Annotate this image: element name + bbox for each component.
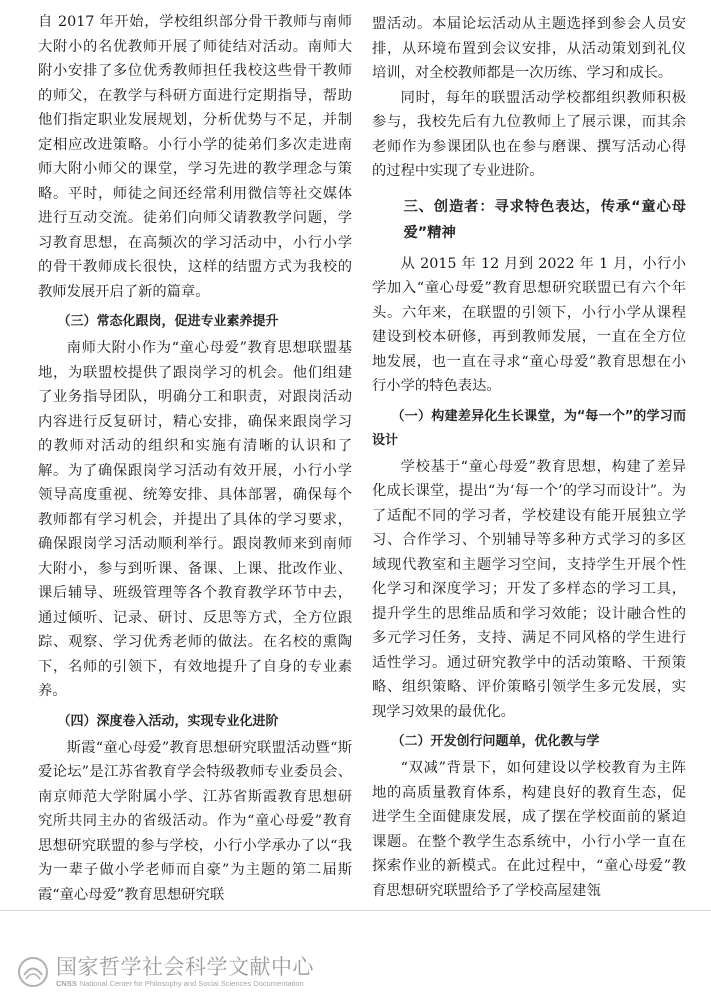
paragraph: 盟活动。本届论坛活动从主题选择到参会人员安排，从环境布置到会议安排，从活动策划到礼仪培训，对全校教师都是一次历练、学习和成长。 — [372, 16, 686, 81]
paragraph: 从 2015 年 12 月到 2022 年 1 月，小行小学加入“童心母爱”教育思想研究联盟已有六个年头。六年来，在联盟的引领下，小行小学从课程建设到校本研修，再到教师发展，一直在全方位地发展，也一直在寻求“童心母爱”教育思想在小行小学的特色表达。 — [372, 255, 686, 394]
footer-watermark — [16, 954, 314, 990]
org-name-cn: 国家哲学社会科学文献中心 — [56, 955, 314, 979]
paragraph: “双减”背景下，如何建设以学校教育为主阵地的高质量教育体系，构建良好的教育生态，促进学生全面健康发展，成了摆在学校面前的紧迫课题。在整个教学生态系统中，小行小学一直在探索作业的新模式。在此过程中，“童心母爱”教育思想研究联盟给予了学校高屋建瓴 — [372, 760, 686, 899]
footer-divider — [0, 910, 711, 911]
subsection-heading: （四）深度卷入活动，实现专业化进阶 — [57, 713, 279, 729]
subsection-heading: （一）构建差异化生长课堂，为“每一个”的学习而设计 — [372, 408, 686, 448]
org-abbr: CNSS — [56, 979, 77, 988]
subsection-heading: （二）开发创行问题单，优化教与学 — [391, 734, 600, 749]
paragraph: 学校基于“童心母爱”教育思想，构建了差异化成长课堂，提出“为‘每一个’的学习而设计”。为了适配不同的学习者，学校建设有能开展独立学习、合作学习、个别辅导等多种方式学习的多区域现代教室和主题学习空间，支持学生开展个性化学习和深度学习；开发了多样态的学习工具，提升学生的思维品质和学习效能；设计融合性的多元学习任务，支持、满足不同风格的学生进行适性学习。通过研究教学中的活动策略、干预策略、组织策略、评价策略引领学生多元发展，实现学习效果的最优化。 — [372, 458, 686, 720]
left-column — [38, 10, 352, 907]
paragraph: 同时，每年的联盟活动学校都组织教师积极参与，我校先后有九位教师上了展示课，而其余老师作为参课团队也在参与磨课、撰写活动心得的过程中实现了专业进阶。 — [372, 89, 686, 179]
org-name-en: National Center for Philosophy and Social Sciences Documentation — [79, 979, 304, 988]
paragraph: 斯霞“童心母爱”教育思想研究联盟活动暨“斯爱论坛”是江苏省教育学会特级教师专业委员会、南京师范大学附属小学、江苏省斯霞教育思想研究所共同主办的省级活动。作为“童心母爱”教育思想研究联盟的参与学校，小行小学承办了以“我为一辈子做小学老师而自豪”为主题的第二届斯霞“童心母爱”教育思想研究联 — [38, 739, 352, 903]
cnss-logo-icon — [16, 956, 50, 988]
section-heading: 三、创造者：寻求特色表达，传承“童心母爱”精神 — [403, 198, 686, 241]
right-column — [372, 12, 686, 903]
paragraph: 南师大附小作为“童心母爱”教育思想联盟基地，为联盟校提供了跟岗学习的机会。他们组建了业务指导团队，明确分工和职责，对跟岗活动内容进行反复研讨，精心安排，确保来跟岗学习的教师对活动的组织和实施有清晰的认识和了解。为了确保跟岗学习活动有效开展，小行小学领导高度重视、统筹安排、具体部署，确保每个教师都有学习机会，并提出了具体的学习要求，确保跟岗学习活动顺利举行。跟岗教师来到南师大附小，参与到听课、备课、上课、批改作业、课后辅导、班级管理等各个教育教学环节中去，通过倾听、记录、研讨、反思等方式，全方位跟踪、观察、学习优秀老师的做法。在名校的熏陶下，名师的引领下，有效地提升了自身的专业素养。 — [38, 340, 352, 699]
paragraph: 自 2017 年开始，学校组织部分骨干教师与南师大附小的名优教师开展了师徒结对活动。南师大附小安排了多位优秀教师担任我校这些骨干教师的师父，在教学与科研方面进行定期指导，帮助他们指定职业发展规划，分析优势与不足，并制定相应改进策略。小行小学的徒弟们多次走进南师大附小师父的课堂，学习先进的教学理念与策略。平时，师徒之间还经常利用微信等社交媒体进行互动交流。徒弟们向师父请教教学问题，学习教育思想，在高频次的学习活动中，小行小学的骨干教师成长很快，这样的结盟方式为我校的教师发展开启了新的篇章。 — [38, 14, 352, 300]
subsection-heading: （三）常态化跟岗，促进专业素养提升 — [57, 314, 279, 329]
